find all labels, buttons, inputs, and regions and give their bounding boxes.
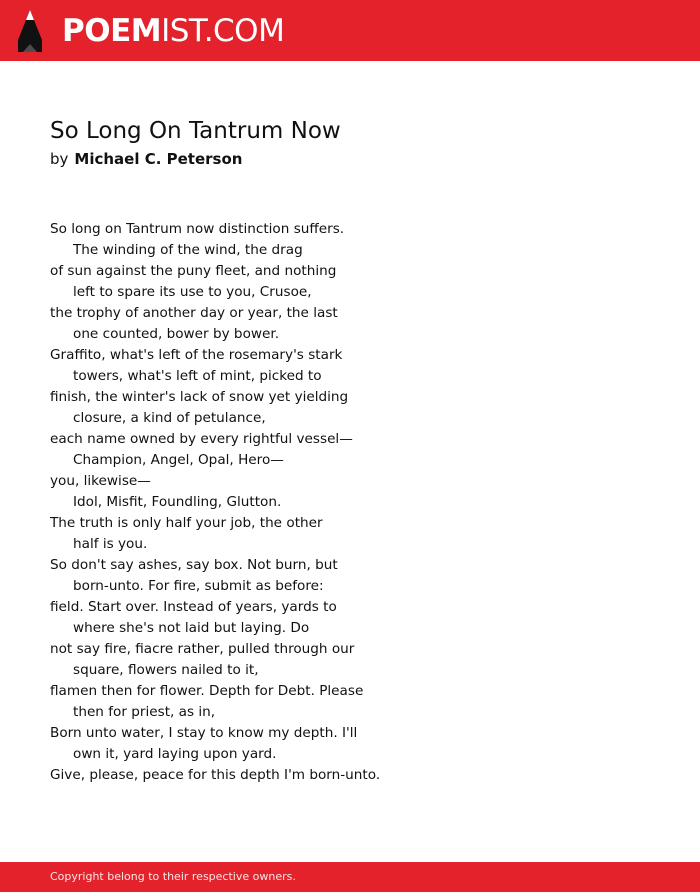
poem-body [50, 219, 670, 786]
poem-line: the trophy of another day or year, the last [50, 305, 338, 321]
poem-line: own it, yard laying upon yard. [73, 746, 277, 762]
poem-line: left to spare its use to you, Crusoe, [73, 284, 312, 300]
by-label: by [50, 150, 69, 168]
pencil-logo-icon[interactable] [18, 10, 42, 52]
poem-line: each name owned by every rightful vessel— [50, 431, 353, 447]
poem-line: field. Start over. Instead of years, yards to [50, 599, 337, 615]
author-name: Michael C. Peterson [74, 150, 243, 168]
byline [50, 149, 242, 169]
poem-line: Champion, Angel, Opal, Hero— [73, 452, 284, 468]
poem-line: finish, the winter's lack of snow yet yielding [50, 389, 349, 405]
poem-line: not say fire, fiacre rather, pulled through our [50, 641, 355, 657]
poem-line: then for priest, as in, [73, 704, 216, 720]
poem-line: you, likewise— [50, 473, 151, 489]
poem-line: The winding of the wind, the drag [73, 242, 303, 258]
poem-line: So don't say ashes, say box. Not burn, but [50, 557, 338, 573]
poem-line: flamen then for flower. Depth for Debt. Please [50, 683, 364, 699]
site-header [0, 0, 700, 61]
poem-line: Graffito, what's left of the rosemary's stark [50, 347, 343, 363]
poem-line: towers, what's left of mint, picked to [73, 368, 322, 384]
poem-line: closure, a kind of petulance, [73, 410, 266, 426]
poem-line: The truth is only half your job, the other [50, 515, 323, 531]
brand-bold: POEM [62, 13, 162, 49]
poem-line: where she's not laid but laying. Do [73, 620, 310, 636]
poem-line: square, flowers nailed to it, [73, 662, 259, 678]
poem-line: of sun against the puny fleet, and nothing [50, 263, 337, 279]
poem-title: So Long On Tantrum Now [50, 118, 341, 144]
poem-line: one counted, bower by bower. [73, 326, 280, 342]
poem-line: Born unto water, I stay to know my depth. I'll [50, 725, 358, 741]
poem-line: So long on Tantrum now distinction suffers. [50, 221, 345, 237]
poem-line: Idol, Misfit, Foundling, Glutton. [73, 494, 282, 510]
poem-line: Give, please, peace for this depth I'm born-unto. [50, 767, 381, 783]
site-footer [0, 862, 700, 892]
poem-line: born-unto. For fire, submit as before: [73, 578, 324, 594]
poem-line: half is you. [73, 536, 148, 552]
brand-light: IST.COM [161, 13, 285, 49]
site-logo-text[interactable] [62, 13, 284, 49]
copyright-text: Copyright belong to their respective owners. [50, 870, 296, 883]
